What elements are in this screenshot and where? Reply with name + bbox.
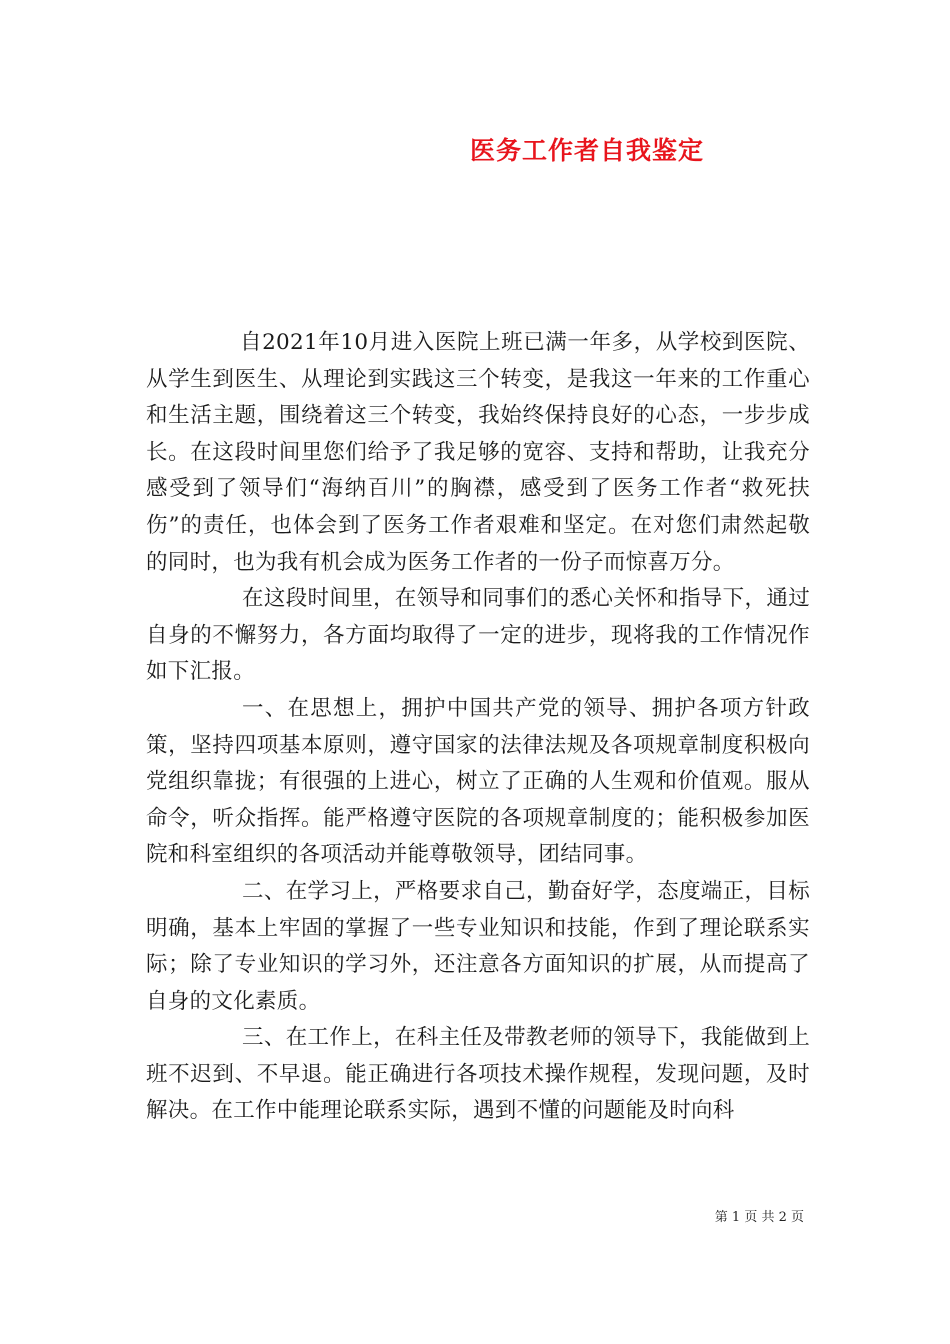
paragraph-intro: 自2021年10月进入医院上班已满一年多，从学校到医院、从学生到医生、从理论到实践这三个转变，是我这一年来的工作重心和生活主题，围绕着这三个转变，我始终保持良好的心态，一步步成长。在这段时间里您们给予了我足够的宽容、支持和帮助，让我充分感受到了领导们“海纳百川”的胸襟，感受到了医务工作者“救死扶伤”的责任，也体会到了医务工作者艰难和坚定。在对您们肃然起敬的同时，也为我有机会成为医务工作者的一份子而惊喜万分。 [146,330,810,575]
paragraph-work: 三、在工作上，在科主任及带教老师的领导下，我能做到上班不迟到、不早退。能正确进行各项技术操作规程，发现问题，及时解决。在工作中能理论联系实际，遇到不懂的问题能及时向科 [146,1025,810,1124]
paragraph-study: 二、在学习上，严格要求自己，勤奋好学，态度端正，目标明确，基本上牢固的掌握了一些专业知识和技能，作到了理论联系实际；除了专业知识的学习外，还注意各方面知识的扩展，从而提高了自身的文化素质。 [146,878,810,1014]
document-title: 医务工作者自我鉴定 [470,136,705,165]
page-number: 第 1 页 共 2 页 [714,1210,804,1225]
paragraph-ideology: 一、在思想上，拥护中国共产党的领导、拥护各项方针政策，坚持四项基本原则，遵守国家的法律法规及各项规章制度积极向党组织靠拢；有很强的上进心，树立了正确的人生观和价值观。服从命令，听众指挥。能严格遵守医院的各项规章制度的；能积极参加医院和科室组织的各项活动并能尊敬领导，团结同事。 [146,695,810,868]
paragraph-summary: 在这段时间里，在领导和同事们的悉心关怀和指导下，通过自身的不懈努力，各方面均取得了一定的进步，现将我的工作情况作如下汇报。 [146,586,810,685]
document-body [146,325,810,1130]
